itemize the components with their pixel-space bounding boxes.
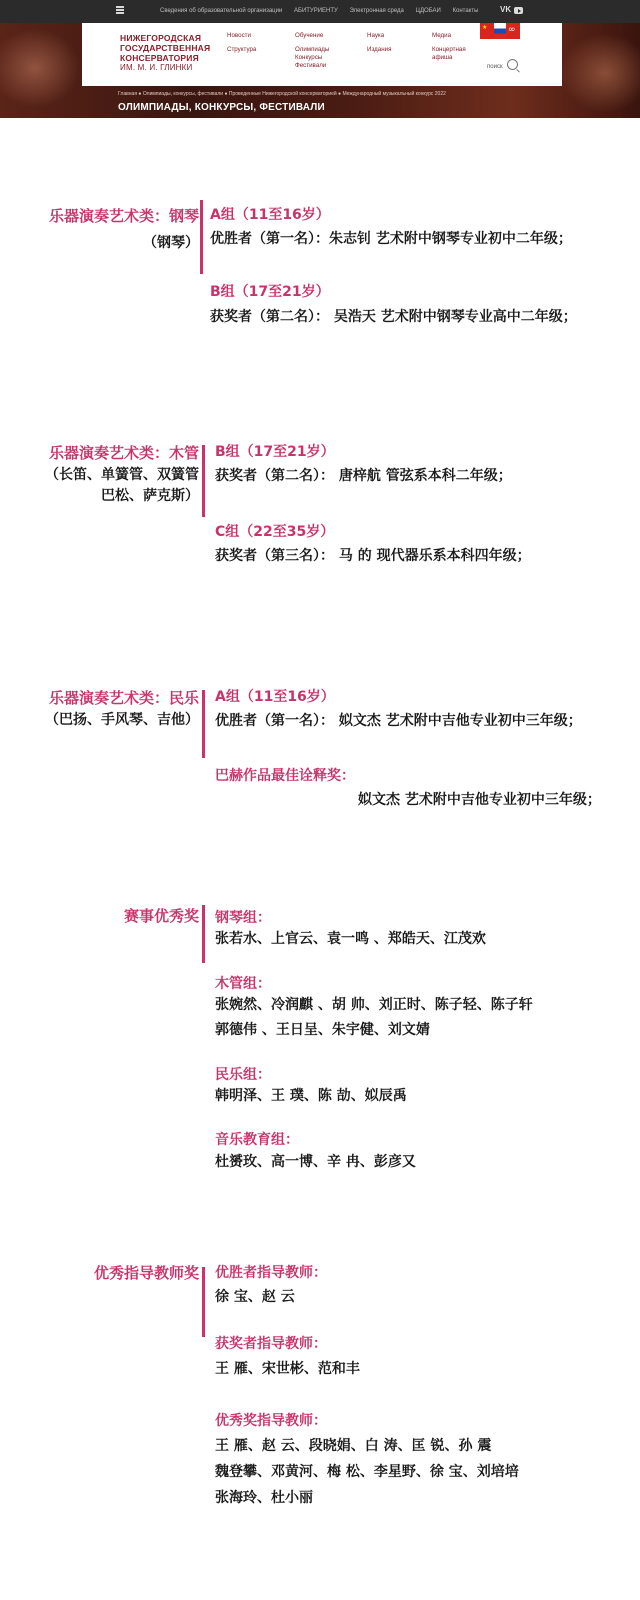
group-names: 张婉然、冷润麒 、胡 帅、刘正时、陈子轻、陈子轩 bbox=[215, 997, 533, 1013]
group-names: 王 雁、宋世彬、范和丰 bbox=[215, 1361, 360, 1377]
group-names: 杜赟玫、高一博、辛 冉、彭彦又 bbox=[215, 1154, 416, 1170]
category-subtitle: （巴扬、手风琴、吉他） bbox=[45, 712, 199, 728]
group-names: 郭德伟 、王日呈、朱宇健、刘文婧 bbox=[215, 1022, 430, 1038]
chinese-flag-icon[interactable] bbox=[480, 23, 494, 39]
nav-column-3 bbox=[367, 32, 391, 54]
group-result: 优胜者（第一名）： 姒文杰 艺术附中吉他专业初中三年级； bbox=[215, 713, 582, 729]
group-names: 韩明泽、王 璞、陈 劼、姒辰禹 bbox=[215, 1088, 407, 1104]
group-label: A组（11至16岁） bbox=[210, 207, 330, 223]
group-label: 巴赫作品最佳诠释奖： bbox=[215, 768, 355, 784]
group-label: B组（17至21岁） bbox=[215, 444, 335, 460]
nav-column-4: Медиа Концертная афиша bbox=[432, 32, 466, 61]
category-title: 赛事优秀奖 bbox=[123, 907, 199, 925]
section-accent-bar bbox=[202, 1267, 205, 1337]
group-names: 魏登攀、邓黄河、梅 松、李星野、徐 宝、刘培培 bbox=[215, 1464, 519, 1480]
top-link[interactable]: АБИТУРИЕНТУ bbox=[294, 8, 338, 14]
nav-festivals[interactable]: Фестивали bbox=[295, 62, 327, 69]
nav-media[interactable]: Медиа bbox=[432, 32, 452, 39]
group-label: 钢琴组： bbox=[215, 910, 271, 926]
category-subtitle: （钢琴） bbox=[143, 235, 199, 251]
group-result: 获奖者（第二名）： 唐梓航 管弦系本科二年级； bbox=[215, 468, 512, 484]
nav-science[interactable]: Наука bbox=[367, 32, 385, 39]
group-names: 张若水、上官云、袁一鸣 、郑皓天、江茂欢 bbox=[215, 931, 486, 947]
breadcrumb[interactable]: Главная ● Олимпиады, конкурсы, фестивали ● Проведенные Нижегородской консерваторией ● Международный музыкальный конкурс 2022 bbox=[118, 91, 446, 97]
language-switcher bbox=[480, 23, 520, 39]
category-title: 乐器演奏艺术类：木管 bbox=[48, 444, 199, 462]
group-label: C组（22至35岁） bbox=[215, 524, 335, 540]
group-names: 徐 宝、赵 云 bbox=[215, 1289, 295, 1305]
conservatory-logo[interactable]: НИЖЕГОРОДСКАЯ ГОСУДАРСТВЕННАЯ КОНСЕРВАТОРИЯ ИМ. М. И. ГЛИНКИ bbox=[120, 33, 211, 72]
nav-structure[interactable]: Структура bbox=[227, 46, 257, 53]
group-result: 姒文杰 艺术附中吉他专业初中三年级； bbox=[358, 792, 601, 808]
youtube-icon[interactable] bbox=[514, 7, 523, 14]
group-label: 木管组： bbox=[215, 976, 271, 992]
top-link[interactable]: Электронная среда bbox=[349, 8, 404, 14]
group-label: 优秀奖指导教师： bbox=[215, 1413, 327, 1429]
top-link[interactable]: ЦДОБАИ bbox=[415, 8, 441, 14]
accessibility-glasses-icon[interactable] bbox=[506, 23, 520, 39]
group-label: 音乐教育组： bbox=[215, 1132, 299, 1148]
nav-education[interactable]: Обучение bbox=[295, 32, 324, 39]
nav-column-1 bbox=[227, 32, 256, 54]
section-accent-bar bbox=[202, 445, 205, 517]
section-accent-bar bbox=[202, 905, 205, 963]
group-label: 优胜者指导教师： bbox=[215, 1265, 327, 1281]
nav-news[interactable]: Новости bbox=[227, 32, 251, 39]
group-label: A组（11至16岁） bbox=[215, 689, 335, 705]
hero-photo-right bbox=[560, 33, 640, 113]
nav-concert-poster[interactable]: Концертная bbox=[432, 46, 466, 53]
nav-publications[interactable]: Издания bbox=[367, 46, 392, 53]
page-title: ОЛИМПИАДЫ, КОНКУРСЫ, ФЕСТИВАЛИ bbox=[118, 102, 325, 113]
top-links bbox=[160, 8, 488, 14]
group-result: 获奖者（第二名）： 吴浩天 艺术附中钢琴专业高中二年级； bbox=[210, 309, 577, 325]
nav-olympiads[interactable]: Олимпиады bbox=[295, 46, 330, 53]
group-label: 民乐组： bbox=[215, 1067, 271, 1083]
russian-flag-icon[interactable] bbox=[494, 23, 506, 39]
category-subtitle: 巴松、萨克斯） bbox=[101, 488, 199, 504]
search-icon[interactable] bbox=[507, 59, 518, 70]
top-link[interactable]: Контакты bbox=[452, 8, 479, 14]
group-names: 张海玲、杜小丽 bbox=[215, 1490, 313, 1506]
category-title: 优秀指导教师奖 bbox=[93, 1264, 199, 1282]
nav-contests[interactable]: Конкурсы bbox=[295, 54, 323, 61]
group-names: 王 雁、赵 云、段晓娟、白 涛、匡 锐、孙 震 bbox=[215, 1438, 492, 1454]
search-label[interactable]: поиск bbox=[487, 64, 503, 70]
category-title: 乐器演奏艺术类：钢琴 bbox=[48, 207, 199, 225]
top-bar bbox=[0, 0, 640, 23]
group-label: B组（17至21岁） bbox=[210, 284, 330, 300]
section-accent-bar bbox=[200, 200, 203, 274]
category-subtitle: （长笛、单簧管、双簧管 bbox=[45, 467, 199, 483]
top-link[interactable]: Сведения об образовательной организации bbox=[160, 8, 283, 14]
hero-banner bbox=[0, 23, 640, 118]
group-result: 获奖者（第三名）： 马 的 现代器乐系本科四年级； bbox=[215, 548, 531, 564]
hero-photo-left bbox=[0, 28, 80, 108]
section-accent-bar bbox=[202, 690, 205, 758]
hamburger-menu-icon[interactable] bbox=[116, 6, 124, 14]
vk-icon[interactable]: VK bbox=[500, 5, 512, 14]
category-title: 乐器演奏艺术类：民乐 bbox=[48, 689, 199, 707]
group-result: 优胜者（第一名）：朱志钊 艺术附中钢琴专业初中二年级； bbox=[210, 231, 572, 247]
group-label: 获奖者指导教师： bbox=[215, 1336, 327, 1352]
nav-column-2 bbox=[295, 32, 329, 70]
